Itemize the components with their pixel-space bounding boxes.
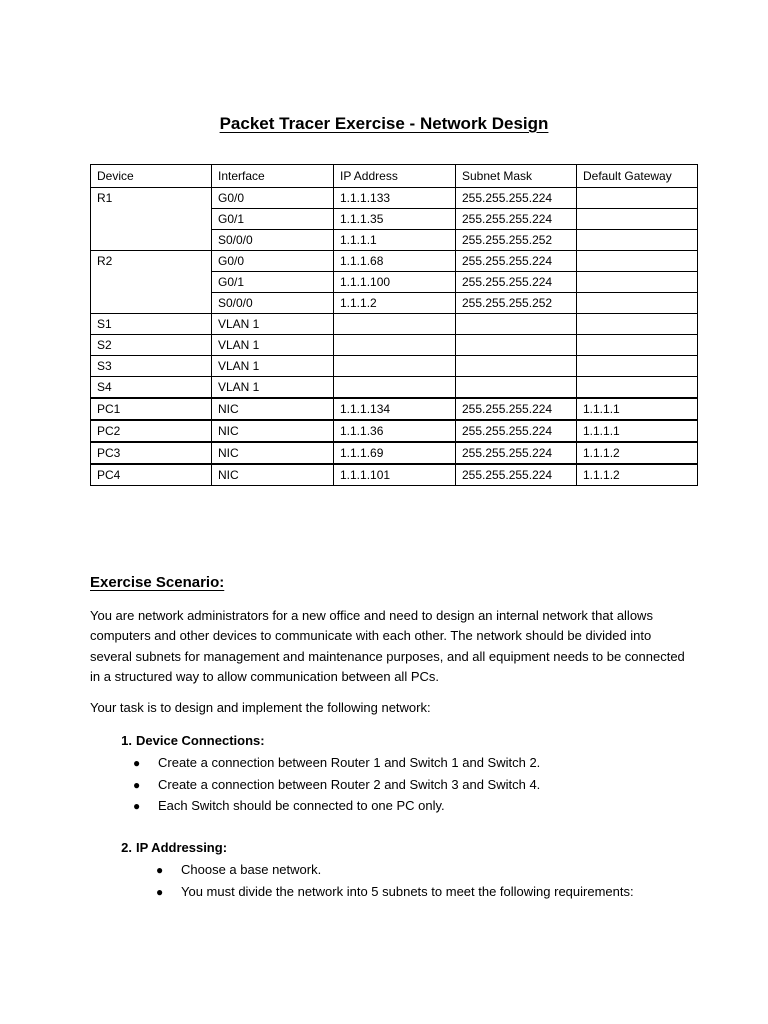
subnet-mask-cell: 255.255.255.252 xyxy=(456,293,577,314)
interface-cell: VLAN 1 xyxy=(212,335,334,356)
subnet-mask-cell: 255.255.255.224 xyxy=(456,398,577,420)
subnet-mask-cell xyxy=(456,377,577,399)
table-row xyxy=(91,377,698,399)
device-cell: PC2 xyxy=(91,420,212,442)
column-header-interface: Interface xyxy=(212,165,334,188)
list-item: ● Each Switch should be connected to one PC only. xyxy=(90,796,710,818)
ip-address-cell: 1.1.1.1 xyxy=(334,230,456,251)
bullet-list xyxy=(90,860,710,903)
ip-address-cell: 1.1.1.101 xyxy=(334,464,456,486)
default-gateway-cell: 1.1.1.1 xyxy=(577,420,698,442)
interface-cell: NIC xyxy=(212,442,334,464)
interface-cell: VLAN 1 xyxy=(212,377,334,399)
ip-address-cell: 1.1.1.68 xyxy=(334,251,456,272)
device-cell: R1 xyxy=(91,188,212,251)
default-gateway-cell xyxy=(577,335,698,356)
page-title: Packet Tracer Exercise - Network Design xyxy=(219,114,549,133)
interface-cell: NIC xyxy=(212,464,334,486)
bullet-list xyxy=(90,753,710,818)
interface-cell: NIC xyxy=(212,398,334,420)
subnet-mask-cell: 255.255.255.224 xyxy=(456,188,577,209)
subnet-mask-cell xyxy=(456,335,577,356)
device-cell: S4 xyxy=(91,377,212,399)
ip-address-cell xyxy=(334,377,456,399)
default-gateway-cell xyxy=(577,272,698,293)
interface-cell: NIC xyxy=(212,420,334,442)
section-title: IP Addressing: xyxy=(136,840,228,855)
ip-address-cell: 1.1.1.69 xyxy=(334,442,456,464)
table-row xyxy=(91,314,698,335)
subnet-mask-cell: 255.255.255.224 xyxy=(456,209,577,230)
default-gateway-cell xyxy=(577,209,698,230)
list-item: ● Create a connection between Router 1 and Switch 1 and Switch 2. xyxy=(90,753,710,775)
ip-address-cell: 1.1.1.2 xyxy=(334,293,456,314)
ip-address-cell: 1.1.1.100 xyxy=(334,272,456,293)
subnet-mask-cell xyxy=(456,314,577,335)
section-ip-addressing xyxy=(90,838,710,903)
default-gateway-cell xyxy=(577,188,698,209)
device-cell: S3 xyxy=(91,356,212,377)
list-item: ● You must divide the network into 5 subnets to meet the following requirements: xyxy=(90,882,710,904)
device-cell: PC1 xyxy=(91,398,212,420)
section-title: Device Connections: xyxy=(136,733,265,748)
bullet-icon: ● xyxy=(133,777,141,792)
table-row xyxy=(91,420,698,442)
subnet-mask-cell: 255.255.255.252 xyxy=(456,230,577,251)
device-cell: R2 xyxy=(91,251,212,314)
addressing-table xyxy=(90,164,698,486)
device-cell: PC3 xyxy=(91,442,212,464)
device-cell: S2 xyxy=(91,335,212,356)
bullet-icon: ● xyxy=(156,884,164,899)
interface-cell: G0/0 xyxy=(212,188,334,209)
table-row xyxy=(91,356,698,377)
scenario-heading: Exercise Scenario: xyxy=(90,574,225,591)
scenario-paragraph: You are network administrators for a new office and need to design an internal network that allows computers and other devices to communicate with each other. The network should be divided into several subnets for management and maintenance purposes, and all equipment needs to be connected in a structured way to allow communication between all PCs. xyxy=(90,608,685,684)
default-gateway-cell xyxy=(577,377,698,399)
ip-address-cell: 1.1.1.36 xyxy=(334,420,456,442)
subnet-mask-cell: 255.255.255.224 xyxy=(456,420,577,442)
bullet-icon: ● xyxy=(133,799,141,813)
section-number: 1. xyxy=(121,733,132,748)
default-gateway-cell xyxy=(577,293,698,314)
task-paragraph: Your task is to design and implement the following network: xyxy=(90,700,431,715)
subnet-mask-cell: 255.255.255.224 xyxy=(456,251,577,272)
device-cell: S1 xyxy=(91,314,212,335)
interface-cell: S0/0/0 xyxy=(212,293,334,314)
bullet-icon: ● xyxy=(133,756,141,770)
interface-cell: VLAN 1 xyxy=(212,356,334,377)
subnet-mask-cell: 255.255.255.224 xyxy=(456,464,577,486)
interface-cell: S0/0/0 xyxy=(212,230,334,251)
list-item: ● Choose a base network. xyxy=(90,860,710,882)
section-heading xyxy=(90,731,710,753)
subnet-mask-cell xyxy=(456,356,577,377)
table-row xyxy=(91,251,698,272)
ip-address-cell xyxy=(334,314,456,335)
default-gateway-cell: 1.1.1.2 xyxy=(577,464,698,486)
table-row xyxy=(91,442,698,464)
ip-address-cell: 1.1.1.134 xyxy=(334,398,456,420)
default-gateway-cell xyxy=(577,230,698,251)
table-row xyxy=(91,335,698,356)
default-gateway-cell: 1.1.1.2 xyxy=(577,442,698,464)
list-item: ● Create a connection between Router 2 and Switch 3 and Switch 4. xyxy=(90,775,710,797)
table-header-row xyxy=(91,165,698,188)
column-header-device: Device xyxy=(91,165,212,188)
interface-cell: G0/1 xyxy=(212,272,334,293)
subnet-mask-cell: 255.255.255.224 xyxy=(456,272,577,293)
default-gateway-cell: 1.1.1.1 xyxy=(577,398,698,420)
column-header-subnet-mask: Subnet Mask xyxy=(456,165,577,188)
default-gateway-cell xyxy=(577,314,698,335)
column-header-default-gateway: Default Gateway xyxy=(577,165,698,188)
table-body xyxy=(91,188,698,486)
default-gateway-cell xyxy=(577,356,698,377)
section-number: 2. xyxy=(121,840,132,855)
ip-address-cell xyxy=(334,356,456,377)
table-row xyxy=(91,398,698,420)
device-cell: PC4 xyxy=(91,464,212,486)
ip-address-cell: 1.1.1.133 xyxy=(334,188,456,209)
interface-cell: G0/0 xyxy=(212,251,334,272)
section-heading xyxy=(90,838,710,860)
ip-address-cell: 1.1.1.35 xyxy=(334,209,456,230)
table-row xyxy=(91,188,698,209)
column-header-ip-address: IP Address xyxy=(334,165,456,188)
bullet-icon: ● xyxy=(156,863,164,877)
subnet-mask-cell: 255.255.255.224 xyxy=(456,442,577,464)
table-row xyxy=(91,464,698,486)
ip-address-cell xyxy=(334,335,456,356)
interface-cell: VLAN 1 xyxy=(212,314,334,335)
interface-cell: G0/1 xyxy=(212,209,334,230)
default-gateway-cell xyxy=(577,251,698,272)
section-device-connections xyxy=(90,731,710,818)
